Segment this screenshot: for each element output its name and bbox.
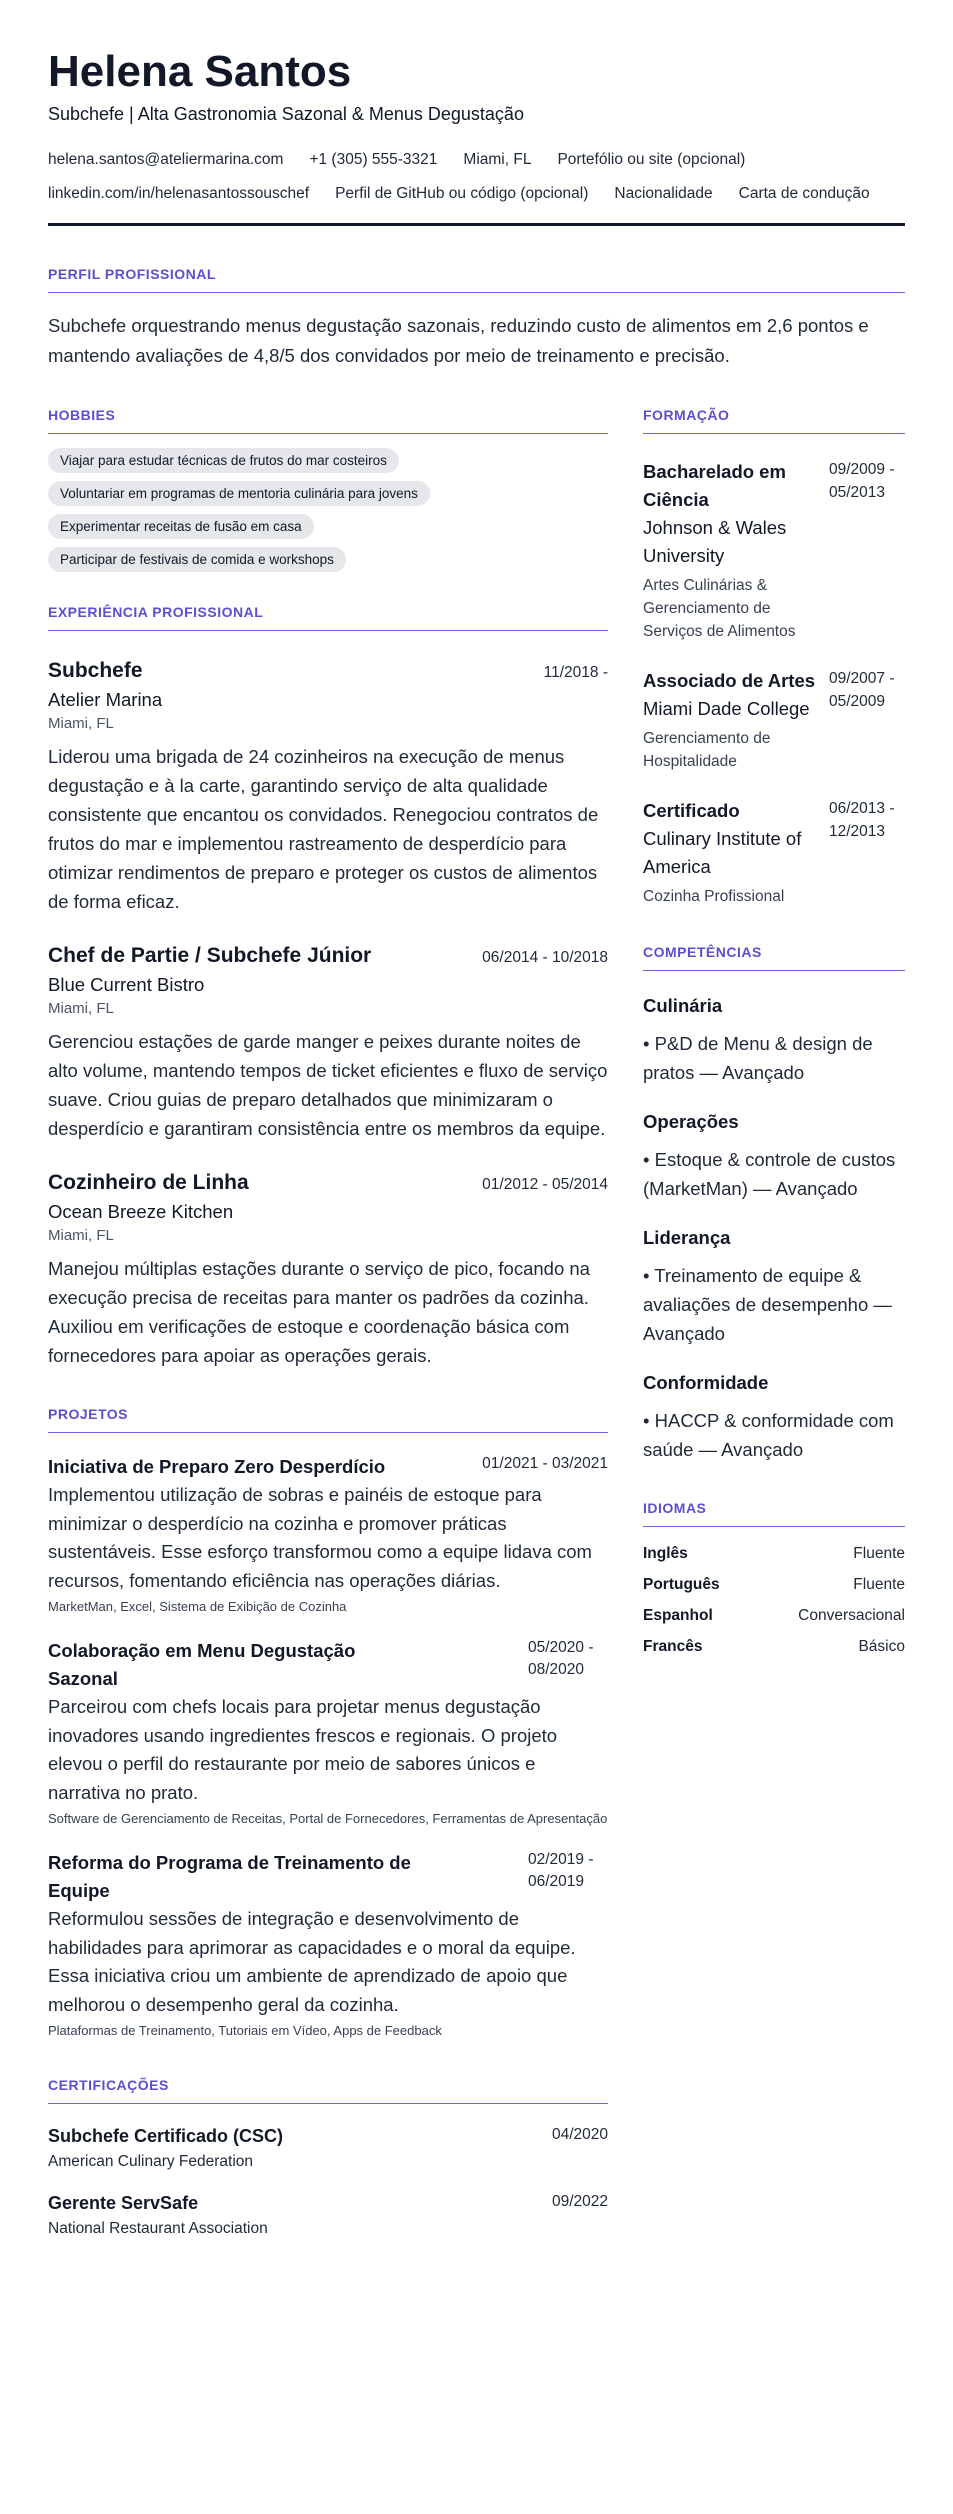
- section-title: HOBBIES: [48, 407, 608, 434]
- skill-item: • P&D de Menu & design de pratos — Avançado: [643, 1033, 873, 1084]
- language-row: [643, 1638, 905, 1656]
- project-title: Iniciativa de Preparo Zero Desperdício: [48, 1456, 386, 1478]
- job-location: Miami, FL: [48, 715, 114, 733]
- hobby-chip: Experimentar receitas de fusão em casa: [48, 514, 314, 539]
- job-dates: 06/2014 - 10/2018: [482, 949, 608, 967]
- language-name: Espanhol: [643, 1607, 713, 1625]
- job-dates: 11/2018 -: [543, 664, 608, 682]
- education-school: Miami Dade College: [643, 698, 810, 720]
- hobby-chip: Viajar para estudar técnicas de frutos do mar costeiros: [48, 448, 399, 473]
- certification-date: 04/2020: [551, 2126, 608, 2144]
- project-tech: Plataformas de Treinamento, Tutoriais em Vídeo, Apps de Feedback: [48, 2023, 442, 2039]
- project-tech: MarketMan, Excel, Sistema de Exibição de Cozinha: [48, 1599, 347, 1615]
- job-title: Cozinheiro de Linha: [48, 1171, 249, 1195]
- profile-summary: Subchefe orquestrando menus degustação sazonais, reduzindo custo de alimentos em 2,6 pontos e mantendo avaliações de 4,8/5 dos convidados por meio de treinamento e precisão.: [48, 315, 869, 367]
- education-field: Cozinha Profissional: [643, 888, 785, 906]
- job-location: Miami, FL: [48, 1000, 114, 1018]
- project-dates: 05/2020 - 08/2020: [528, 1639, 594, 1679]
- project-entry: [48, 1453, 608, 1617]
- contact-driving-license: Carta de condução: [738, 185, 870, 203]
- education-field: Gerenciamento de Hospitalidade: [643, 730, 771, 771]
- language-level: Conversacional: [798, 1607, 905, 1625]
- header-divider: [48, 223, 905, 226]
- education-degree: Bacharelado em Ciência: [643, 461, 786, 511]
- contact-nationality: Nacionalidade: [614, 185, 713, 203]
- job-company: Ocean Breeze Kitchen: [48, 1201, 234, 1223]
- contact-github[interactable]: Perfil de GitHub ou código (opcional): [335, 185, 589, 203]
- skill-item: • HACCP & conformidade com saúde — Avançado: [643, 1410, 894, 1461]
- certification-org: National Restaurant Association: [48, 2220, 268, 2238]
- education-school: Johnson & Wales University: [643, 517, 787, 567]
- contact-location: Miami, FL: [463, 151, 532, 169]
- language-row: [643, 1545, 905, 1563]
- two-column-body: [48, 407, 905, 2238]
- job-description: Gerenciou estações de garde manger e peixes durante noites de alto volume, mantendo tempos de ticket eficientes e fluxo de serviço suave. Criou guias de preparo detalhados que minimizaram o desperdício e garantiram consistência entre os membros da equipe.: [48, 1031, 608, 1140]
- certification-entry: [48, 2193, 608, 2238]
- education-entry: [643, 458, 905, 643]
- skills-section: [643, 944, 905, 1464]
- section-title: IDIOMAS: [643, 1500, 905, 1527]
- project-description: Reformulou sessões de integração e desenvolvimento de habilidades para aprimorar as capacidades e o moral da equipe. Essa iniciativa criou um ambiente de aprendizado de apoio que melhorou o desempenho geral da cozinha.: [48, 1908, 576, 2015]
- section-title: COMPETÊNCIAS: [643, 944, 905, 971]
- certifications-section: [48, 2077, 608, 2238]
- education-dates: 06/2013 - 12/2013: [829, 800, 895, 841]
- project-title: Reforma do Programa de Treinamento de Equipe: [48, 1852, 411, 1902]
- contact-phone[interactable]: +1 (305) 555-3321: [309, 151, 438, 169]
- job-company: Blue Current Bistro: [48, 974, 205, 996]
- project-description: Implementou utilização de sobras e painéis de estoque para minimizar o desperdício na cozinha e promover práticas sustentáveis. Esse esforço transformou como a equipe lidava com recursos, fomentando eficiência nas operações diárias.: [48, 1484, 592, 1591]
- language-level: Fluente: [853, 1545, 905, 1563]
- education-school: Culinary Institute of America: [643, 828, 802, 878]
- certification-name: Subchefe Certificado (CSC): [48, 2126, 284, 2147]
- language-row: [643, 1607, 905, 1625]
- skill-category: Operações: [643, 1111, 739, 1133]
- job-entry: [48, 659, 608, 916]
- job-title: Subchefe: [48, 659, 143, 683]
- candidate-headline: Subchefe | Alta Gastronomia Sazonal & Menus Degustação: [48, 104, 524, 125]
- language-name: Inglês: [643, 1545, 688, 1563]
- education-section: [643, 407, 905, 908]
- job-entry: [48, 1171, 608, 1370]
- candidate-name: Helena Santos: [48, 47, 352, 96]
- education-dates: 09/2007 - 05/2009: [829, 670, 895, 711]
- languages-section: [643, 1500, 905, 1656]
- education-dates: 09/2009 - 05/2013: [829, 461, 895, 502]
- education-entry: [643, 667, 905, 773]
- left-column: [48, 407, 608, 2238]
- project-title: Colaboração em Menu Degustação Sazonal: [48, 1640, 356, 1690]
- right-column: [643, 407, 905, 2238]
- job-dates: 01/2012 - 05/2014: [482, 1176, 608, 1194]
- language-level: Básico: [858, 1638, 905, 1656]
- project-dates: 01/2021 - 03/2021: [482, 1455, 608, 1473]
- skill-item: • Treinamento de equipe & avaliações de desempenho — Avançado: [643, 1265, 892, 1345]
- education-field: Artes Culinárias & Gerenciamento de Serviços de Alimentos: [643, 577, 796, 641]
- experience-section: [48, 604, 608, 1370]
- job-company: Atelier Marina: [48, 689, 163, 711]
- language-level: Fluente: [853, 1576, 905, 1594]
- hobby-chip: Participar de festivais de comida e workshops: [48, 547, 346, 572]
- section-title: FORMAÇÃO: [643, 407, 905, 434]
- job-description: Manejou múltiplas estações durante o serviço de pico, focando na execução precisa de receitas para manter os padrões da cozinha. Auxiliou em verificações de estoque e coordenação básica com fornecedores para apoiar as operações gerais.: [48, 1258, 590, 1367]
- project-tech: Software de Gerenciamento de Receitas, Portal de Fornecedores, Ferramentas de Apresentação: [48, 1811, 608, 1827]
- skill-item: • Estoque & controle de custos (MarketMan) — Avançado: [643, 1149, 896, 1200]
- certification-date: 09/2022: [551, 2193, 608, 2211]
- resume-header: [48, 48, 905, 226]
- certification-org: American Culinary Federation: [48, 2153, 254, 2171]
- language-row: [643, 1576, 905, 1594]
- job-location: Miami, FL: [48, 1227, 114, 1245]
- education-degree: Certificado: [643, 800, 740, 822]
- contact-portfolio[interactable]: Portefólio ou site (opcional): [557, 151, 746, 169]
- section-title: EXPERIÊNCIA PROFISSIONAL: [48, 604, 608, 631]
- project-description: Parceirou com chefs locais para projetar menus degustação inovadores usando ingredientes frescos e regionais. O projeto elevou o perfil do restaurante por meio de sabores únicos e narrativa no prato.: [48, 1696, 558, 1803]
- contact-linkedin[interactable]: linkedin.com/in/helenasantossouschef: [48, 185, 310, 203]
- projects-section: [48, 1406, 608, 2041]
- contact-list: [48, 143, 905, 211]
- language-name: Francês: [643, 1638, 703, 1656]
- job-description: Liderou uma brigada de 24 cozinheiros na execução de menus degustação e à la carte, garantindo serviço de alta qualidade consistente que encantou os convidados. Renegociou contratos de frutos do mar e implementou rastreamento de desperdício para otimizar rendimentos de preparo e proteger os custos de alimentos de forma eficaz.: [48, 746, 599, 913]
- project-entry: [48, 1637, 608, 1829]
- certification-entry: [48, 2126, 608, 2171]
- education-entry: [643, 797, 905, 908]
- section-title: PERFIL PROFISSIONAL: [48, 266, 905, 293]
- certification-name: Gerente ServSafe: [48, 2193, 199, 2214]
- hobby-chips: [48, 448, 608, 580]
- project-entry: [48, 1849, 608, 2041]
- job-title: Chef de Partie / Subchefe Júnior: [48, 944, 372, 968]
- skill-category: Culinária: [643, 995, 723, 1017]
- hobby-chip: Voluntariar em programas de mentoria culinária para jovens: [48, 481, 430, 506]
- hobbies-section: [48, 407, 608, 580]
- section-title: CERTIFICAÇÕES: [48, 2077, 608, 2104]
- project-dates: 02/2019 - 06/2019: [528, 1851, 594, 1891]
- job-entry: [48, 944, 608, 1143]
- language-name: Português: [643, 1576, 720, 1594]
- section-title: PROJETOS: [48, 1406, 608, 1433]
- education-degree: Associado de Artes: [643, 670, 816, 692]
- skill-category: Liderança: [643, 1227, 731, 1249]
- skill-category: Conformidade: [643, 1372, 769, 1394]
- profile-section: [48, 266, 905, 371]
- contact-email[interactable]: helena.santos@ateliermarina.com: [48, 151, 284, 169]
